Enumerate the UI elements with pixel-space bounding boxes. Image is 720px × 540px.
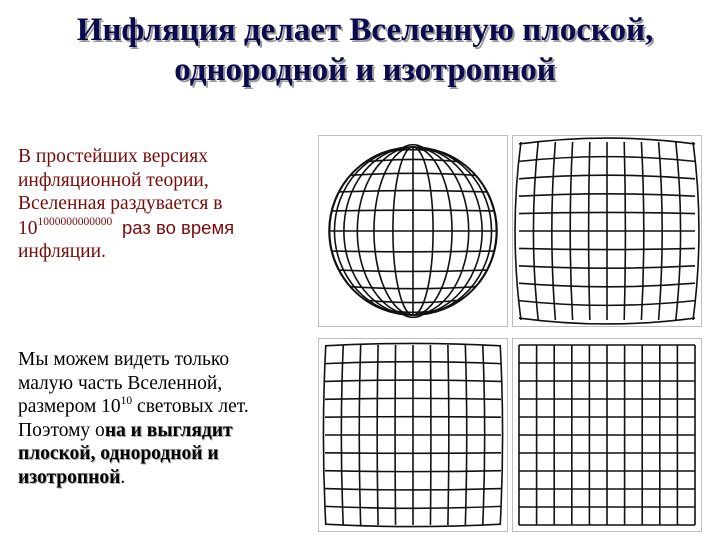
p1-line-1: В простейших версиях — [18, 146, 208, 167]
p2-line-4b: на и выглядит — [104, 419, 233, 441]
curved-grid-svg — [513, 136, 701, 326]
p2-line-5: плоской, однородной и — [18, 443, 219, 464]
p2-power-exponent: 10 — [120, 394, 133, 407]
p2-line-1: Мы можем видеть только — [18, 349, 230, 370]
slide-title — [20, 10, 710, 90]
p1-line-4-rest: раз во время — [122, 216, 235, 238]
p2-line-3-post: световых лет. — [132, 396, 249, 417]
paragraph-observable — [18, 348, 313, 489]
p2-line-2: малую часть Вселенной, — [18, 372, 223, 394]
slightly-curved-grid-svg — [319, 339, 507, 531]
p2-line-6: изотропной — [18, 466, 121, 488]
p1-power-exponent: 1000000000000 — [37, 216, 113, 228]
paragraph-inflation — [18, 145, 313, 264]
p1-line-3: Вселенная раздувается в — [18, 193, 223, 214]
p1-power-base: 10 — [18, 217, 38, 239]
title-line-1: Инфляция делает Вселенную плоской, — [76, 12, 654, 48]
sphere-grid-svg — [319, 136, 507, 326]
flat-grid-image — [512, 338, 702, 532]
title-line-2: однородной и изотропной — [174, 52, 556, 88]
curved-grid-image — [512, 135, 702, 327]
p2-line-6-end: . — [120, 466, 126, 488]
p2-line-3-pre: размером 10 — [18, 396, 121, 417]
flat-grid-svg — [513, 339, 701, 531]
sphere-parallel — [331, 251, 494, 252]
p2-line-4a: Поэтому о — [18, 419, 105, 441]
sphere-grid-image — [318, 135, 508, 327]
slightly-curved-grid-image — [318, 338, 508, 532]
sphere-parallel — [331, 210, 494, 211]
p1-line-5: инфляции. — [18, 241, 106, 262]
p1-line-2: инфляционной теории, — [18, 169, 209, 191]
